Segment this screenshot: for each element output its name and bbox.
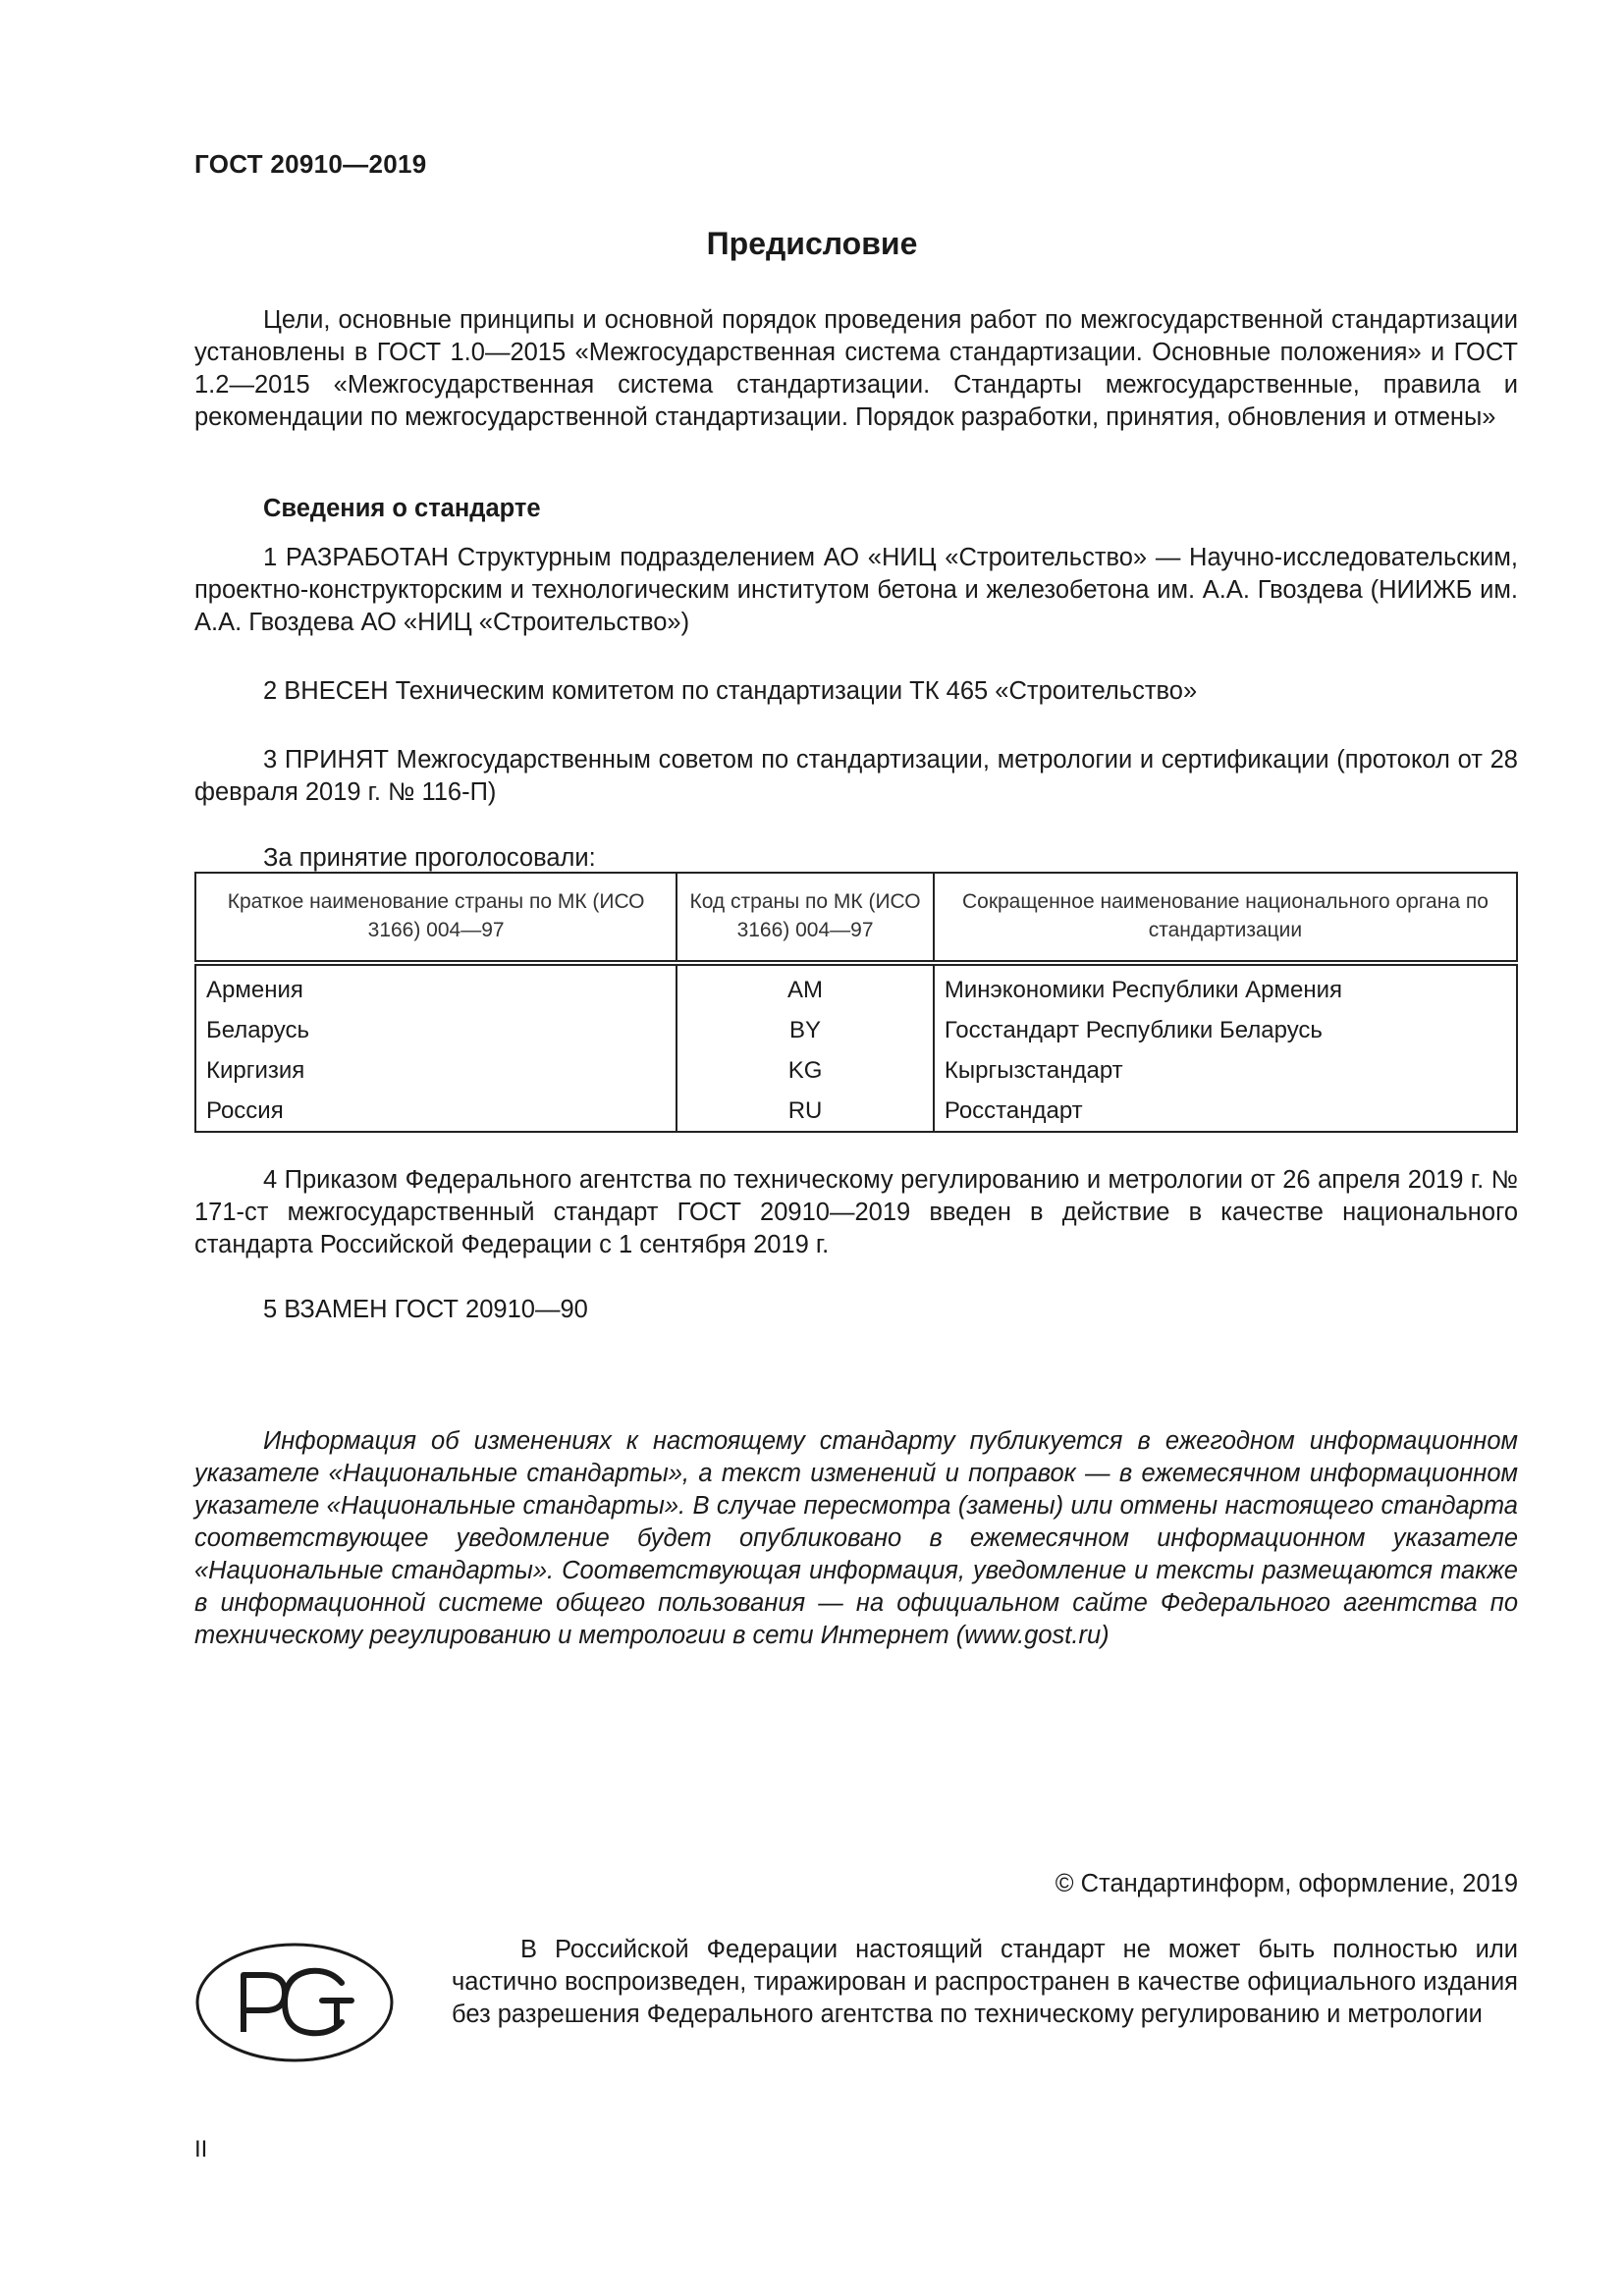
copyright-line: © Стандартинформ, оформление, 2019 — [1055, 1870, 1518, 1897]
country-name: Россия — [195, 1091, 677, 1132]
standard-info-heading: Сведения о стандарте — [263, 495, 541, 522]
reproduction-notice: В Российской Федерации настоящий стандарт не может быть полностью или частично воспроизведен, тиражирован и распространен в качестве официального издания без разрешения Федерального агентства по техническому регулированию и метрологии — [452, 1936, 1518, 2028]
voting-countries-table — [194, 872, 1518, 1133]
standard-code-header: ГОСТ 20910—2019 — [194, 149, 427, 179]
section-title: Предисловие — [706, 226, 918, 261]
table-row — [195, 1091, 1517, 1132]
item-2-submitted: 2 ВНЕСЕН Техническим комитетом по стандартизации ТК 465 «Строительство» — [263, 677, 1198, 705]
item-4-enacted: 4 Приказом Федерального агентства по техническому регулированию и метрологии от 26 апреля 2019 г. № 171-ст межгосударственный стандарт ГОСТ 20910—2019 введен в действие в качестве национального стандарта Российской Федерации с 1 сентября 2019 г. — [194, 1166, 1518, 1258]
item-5-replaces: 5 ВЗАМЕН ГОСТ 20910—90 — [263, 1296, 588, 1323]
header-country-code: Код страны по МК (ИСО 3166) 004—97 — [677, 873, 934, 963]
country-name: Беларусь — [195, 1010, 677, 1050]
item-1-developed: 1 РАЗРАБОТАН Структурным подразделением АО «НИЦ «Строительство» — Научно-исследовательским, проектно-конструкторским и технологическим институтом бетона и железобетона им. А.А. Гвоздева (НИИЖБ им. А.А. Гвоздева АО «НИЦ «Строительство») — [194, 544, 1518, 636]
national-body: Кыргызстандарт — [934, 1050, 1517, 1091]
changes-information-note: Информация об изменениях к настоящему стандарту публикуется в ежегодном информационном указателе «Национальные стандарты», а текст изменений и поправок — в ежемесячном информационном указателе «Национальные стандарты». В случае пересмотра (замены) или отмены настоящего стандарта соответствующее уведомление будет опубликовано в ежемесячном информационном указателе «Национальные стандарты». Соответствующая информация, уведомление и тексты размещаются также в информационной системе общего пользования — на официальном сайте Федерального агентства по техническому регулированию и метрологии в сети Интернет (www.gost.ru) — [194, 1427, 1518, 1649]
table-row — [195, 1010, 1517, 1050]
item-3-adopted: 3 ПРИНЯТ Межгосударственным советом по стандартизации, метрологии и сертификации (протокол от 28 февраля 2019 г. № 116-П) — [194, 746, 1518, 806]
header-country-name: Краткое наименование страны по МК (ИСО 3166) 004—97 — [195, 873, 677, 963]
rst-logo-icon — [194, 1942, 395, 2068]
country-code: RU — [677, 1091, 934, 1132]
country-name: Армения — [195, 963, 677, 1010]
country-code: KG — [677, 1050, 934, 1091]
country-name: Киргизия — [195, 1050, 677, 1091]
country-code: BY — [677, 1010, 934, 1050]
vote-label: За принятие проголосовали: — [263, 844, 596, 872]
national-body: Росстандарт — [934, 1091, 1517, 1132]
page-number: II — [194, 2136, 208, 2163]
national-body: Минэкономики Республики Армения — [934, 963, 1517, 1010]
country-code: AM — [677, 963, 934, 1010]
table-row — [195, 963, 1517, 1010]
table-row — [195, 1050, 1517, 1091]
intro-paragraph: Цели, основные принципы и основной порядок проведения работ по межгосударственной стандартизации установлены в ГОСТ 1.0—2015 «Межгосударственная система стандартизации. Основные положения» и ГОСТ 1.2—2015 «Межгосударственная система стандартизации. Стандарты межгосударственные, правила и рекомендации по межгосударственной стандартизации. Порядок разработки, принятия, обновления и отмены» — [194, 306, 1518, 431]
table-header-row — [195, 873, 1517, 963]
header-national-body: Сокращенное наименование национального органа по стандартизации — [934, 873, 1517, 963]
national-body: Госстандарт Республики Беларусь — [934, 1010, 1517, 1050]
